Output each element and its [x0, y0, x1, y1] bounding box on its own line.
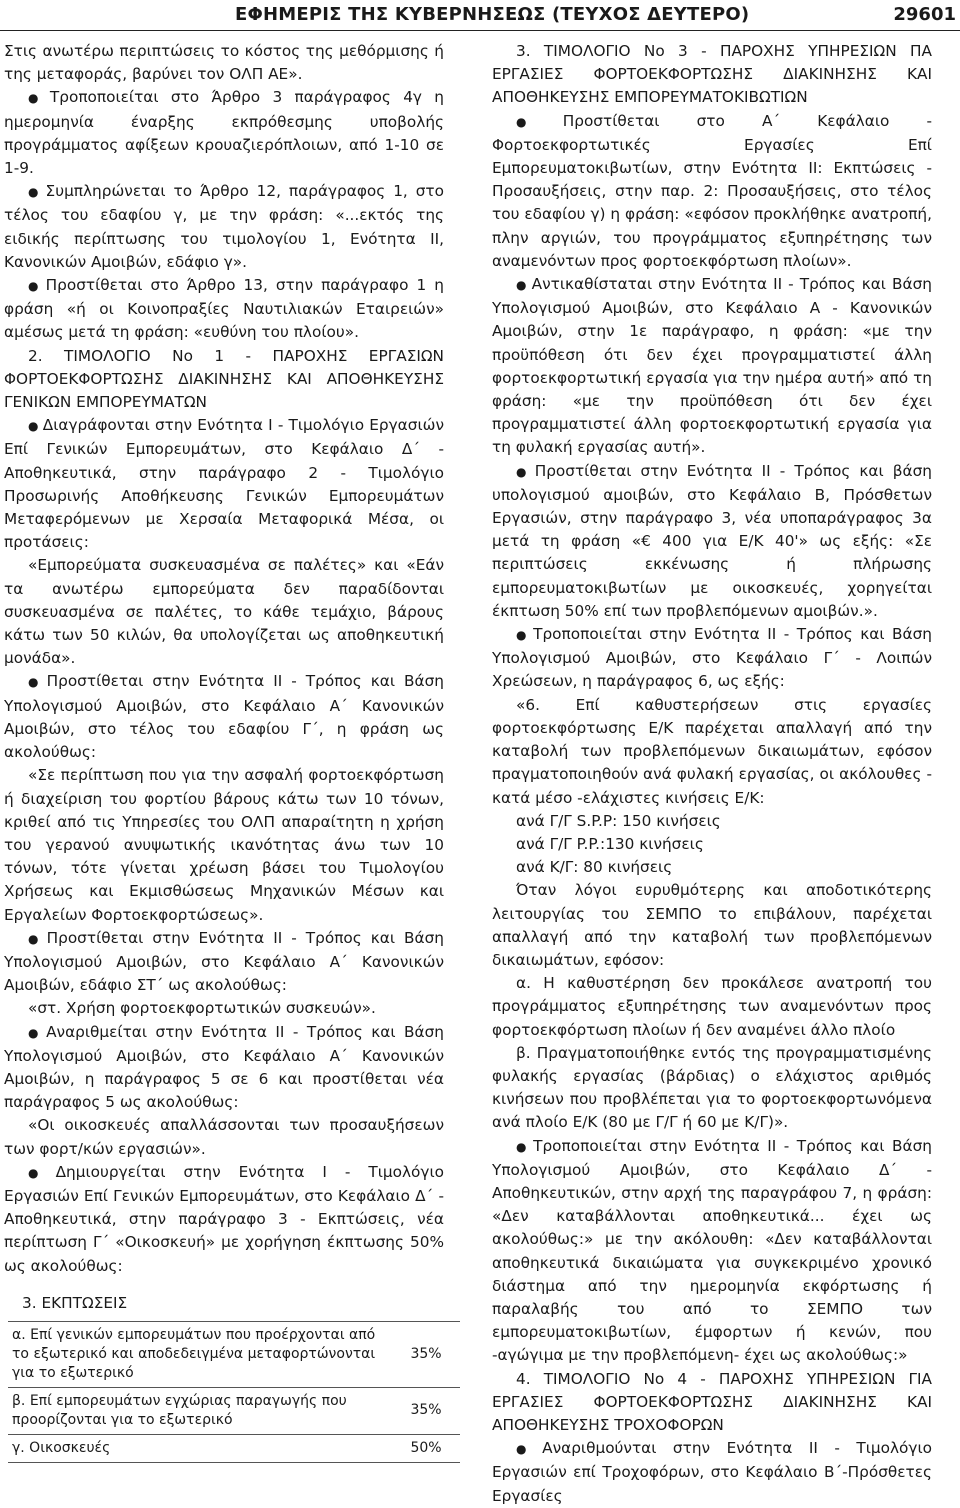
bullet-icon: ● — [516, 628, 530, 643]
right-column — [492, 40, 932, 1508]
discounts-table — [8, 1321, 460, 1463]
paragraph: Όταν λόγοι ευρυθμότερης και αποδοτικότερης λειτουργίας του ΣΕΜΠΟ το επιβάλουν, παρέχεται απαλλαγή από την καταβολή των προβλεπόμενων δικαιωμάτων, εφόσον: — [492, 881, 932, 969]
paragraph: «6. Επί καθυστερήσεων στις εργασίες φορτοεκφόρτωσης Ε/Κ παρέχεται απαλλαγή από την καταβολή των προβλεπόμενων δικαιωμάτων, εφόσον πραγματοποιηθούν ανά φυλακή εργασίας, οι ακόλουθες - κατά μέσο -ελάχιστες κινήσεις Ε/Κ: — [492, 695, 932, 807]
bullet-paragraph: ● Προστίθεται στην Ενότητα ΙΙ - Τρόπος και βάση υπολογισμού αμοιβών, στο Κεφάλαιο Β, Πρόσθετων Εργασιών, στην παράγραφο 3, νέα υποπαράγραφος 3α μετά τη φράση «€ 400 για Ε/Κ 40'» ως εξής: «Σε περιπτώσεις εκκένωσης ή πλήρωσης εμπορευματοκιβωτίων με οικοσκευές, χορηγείται έκπτωση 50% επί των προβλεπόμενων αμοιβών.». — [492, 461, 932, 620]
paragraph: «Σε περίπτωση που για την ασφαλή φορτοεκφόρτωση ή διαχείριση του φορτίου βάρους κάτω των 10 τόνων, κριθεί από τις Υπηρεσίες του ΟΛΠ απαραίτητη η χρήση του γερανού ανυψωτικής ικανότητας άνω των 10 τόνων, τότε γίνεται χρέωση βάσει του Τιμολογίου Χρήσεως και Εκμισθώσεως Μηχανικών Μέσων και Εργαλείων Φορτοεκφορτώσεως». — [4, 766, 444, 924]
discount-label: γ. Οικοσκευές — [8, 1434, 392, 1462]
gazette-title: ΕΦΗΜΕΡΙΣ ΤΗΣ ΚΥΒΕΡΝΗΣΕΩΣ (ΤΕΥΧΟΣ ΔΕΥΤΕΡΟ) — [235, 4, 750, 25]
paragraph: «Εμπορεύματα συσκευασμένα σε παλέτες» και «Εάν τα ανωτέρω εμπορεύματα δεν παραδίδονται συσκευασμένα σε παλέτες, το κάθε τεμάχιο, βάρους κάτω των 50 κιλών, θα υπολογίζεται ως αποθηκευτική μονάδα». — [4, 556, 444, 668]
bullet-icon: ● — [28, 279, 42, 294]
table-row — [8, 1387, 460, 1434]
bullet-icon: ● — [516, 1139, 530, 1154]
discounts-title: 3. ΕΚΠΤΩΣΕΙΣ — [22, 1293, 128, 1312]
discount-percent: 35% — [392, 1321, 460, 1387]
bullet-paragraph: ● Προστίθεται στο Άρθρο 13, στην παράγραφο 1 η φράση «ή οι Κοινοπραξίες Ναυτιλιακών Εταιρειών» αμέσως μετά τη φράση: «ευθύνη του πλοίου». — [4, 276, 444, 342]
bullet-icon: ● — [516, 464, 531, 479]
list-item: ανά Κ/Γ: 80 κινήσεις — [516, 858, 673, 877]
page-header — [0, 0, 960, 31]
discount-percent: 35% — [392, 1387, 460, 1434]
bullet-paragraph: ● Προστίθεται στο Α΄ Κεφάλαιο - Φορτοεκφορτωτικές Εργασίες Επί Εμπορευματοκιβωτίων, στην Ενότητα ΙΙ: Εκπτώσεις - Προσαυξήσεις, στην παρ. 2: Προσαυξήσεις, στο τέλος του εδαφίου γ) η φράση: «εφόσον προκλήθηκε ανατροπή, πλην αργιών, του προγράμματος εξυπηρέτησης των αναμενόντων προς φορτοεκφόρτωση πλοίων». — [492, 111, 932, 270]
bullet-paragraph: ● Διαγράφονται στην Ενότητα Ι - Τιμολόγιο Εργασιών Επί Γενικών Εμπορευμάτων, στο Κεφάλαιο Δ΄ - Αποθηκευτικά, στην παράγραφο 2 - Τιμολόγιο Προσωρινής Αποθήκευσης Γενικών Εμπορευμάτων Μεταφερόμενων με Χερσαία Μεταφορικά Μέσα, οι προτάσεις: — [4, 416, 444, 552]
bullet-paragraph: ● Αναριθμούνται στην Ενότητα ΙΙ - Τιμολόγιο Εργασιών επί Τροχοφόρων, στο Κεφάλαιο Β΄-Πρόσθετες Εργασίες — [492, 1439, 932, 1505]
bullet-icon: ● — [516, 278, 528, 293]
bullet-paragraph: ● Προστίθεται στην Ενότητα ΙΙ - Τρόπος και Βάση Υπολογισμού Αμοιβών, στο Κεφάλαιο Α΄ Κανονικών Αμοιβών, εδάφιο ΣΤ΄ ως ακολούθως: — [4, 928, 444, 995]
bullet-paragraph: ● Προστίθεται στην Ενότητα ΙΙ - Τρόπος και Βάση Υπολογισμού Αμοιβών, στο Κεφάλαιο Α΄ Κανονικών Αμοιβών, στο τέλος του εδαφίου Γ΄, η φράση ως ακολούθως: — [4, 672, 444, 762]
bullet-paragraph: ● Δημιουργείται στην Ενότητα Ι - Τιμολόγιο Εργασιών Επί Γενικών Εμπορευμάτων, στο Κεφάλαιο Δ΄ - Αποθηκευτικά, στην παράγραφο 3 - Εκπτώσεις, νέα περίπτωση Γ΄ «Οικοσκευή» με χορήγηση έκπτωσης 50% ως ακολούθως: — [4, 1162, 444, 1275]
table-row — [8, 1321, 460, 1387]
bullet-paragraph: ● Συμπληρώνεται το Άρθρο 12, παράγραφος 1, στο τέλος του εδαφίου γ, με την φράση: «...εκτός της ειδικής περίπτωσης του τιμολογίου 1, Ενότητα ΙΙ, Κανονικών Αμοιβών, εδάφιο γ». — [4, 182, 444, 271]
bullet-icon: ● — [28, 419, 39, 434]
table-row — [8, 1434, 460, 1462]
bullet-paragraph: ● Τροποποιείται στην Ενότητα ΙΙ - Τρόπος και Βάση Υπολογισμού Αμοιβών, στο Κεφάλαιο Γ΄ - Λοιπών Χρεώσεων, η παράγραφος 6, ως εξής: — [492, 625, 932, 691]
page-number: 29601 — [893, 4, 956, 25]
bullet-icon: ● — [516, 1442, 539, 1457]
bullet-icon: ● — [28, 1025, 43, 1040]
left-column — [4, 40, 444, 1463]
list-item: ανά Γ/Γ S.P.P: 150 κινήσεις — [516, 811, 721, 830]
paragraph: Στις ανωτέρω περιπτώσεις το κόστος της μεθόρμισης ή της μεταφοράς, βαρύνει τον ΟΛΠ ΑΕ». — [4, 42, 444, 84]
paragraph: β. Πραγματοποιήθηκε εντός της προγραμματισμένης φυλακής εργασίας (βάρδιας) ο ελάχιστος αριθμός κινήσεων που προβλέπεται για το φορτοεκφορτωνόμενα ανά πλοίο Ε/Κ (80 με Γ/Γ ή 60 με Κ/Γ)». — [492, 1043, 932, 1132]
section-heading: 4. ΤΙΜΟΛΟΓΙΟ Νο 4 - ΠΑΡΟΧΗΣ ΥΠΗΡΕΣΙΩΝ ΓΙΑ ΕΡΓΑΣΙΕΣ ΦΟΡΤΟΕΚΦΟΡΤΩΣΗΣ ΔΙΑΚΙΝΗΣΗΣ ΚΑΙ ΑΠΟΘΗΚΕΥΣΗΣ ΤΡΟΧΟΦΟΡΩΝ — [492, 1369, 932, 1434]
paragraph: «Οι οικοσκευές απαλλάσσονται των προσαυξήσεων των φορτ/κών εργασιών». — [4, 1116, 444, 1158]
bullet-paragraph: ● Αναριθμείται στην Ενότητα ΙΙ - Τρόπος και Βάση Υπολογισμού Αμοιβών, στο Κεφάλαιο Α΄ Κανονικών Αμοιβών, η παράγραφος 5 σε 6 και προστίθεται νέα παράγραφος 5 ως ακολούθως: — [4, 1022, 444, 1112]
bullet-icon: ● — [28, 1165, 52, 1180]
discount-label: α. Επί γενικών εμπορευμάτων που προέρχονται από το εξωτερικό και αποδεδειγμένα μεταφορτώνονται για το εξωτερικό — [8, 1321, 392, 1387]
bullet-paragraph: ● Αντικαθίσταται στην Ενότητα ΙΙ - Τρόπος και Βάση Υπολογισμού Αμοιβών, στο Κεφάλαιο Α - Κανονικών Αμοιβών, στην 1ε παράγραφο, η φράση: «με την προϋπόθεση ότι δεν έχει προγραμματιστεί άλλη φορτοεκφορτωτική εργασία για την ημέρα αυτή» από τη φράση: «με την προϋπόθεση ότι δεν έχει προγραμματιστεί άλλη φορτοεκφορτωτική εργασία για τη φυλακή εργασίας αυτή». — [492, 275, 932, 457]
discount-percent: 50% — [392, 1434, 460, 1462]
paragraph: «στ. Χρήση φορτοεκφορτωτικών συσκευών». — [28, 999, 376, 1018]
bullet-icon: ● — [28, 185, 42, 200]
bullet-icon: ● — [28, 675, 43, 690]
paragraph: α. Η καθυστέρηση δεν προκάλεσε ανατροπή του προγράμματος εξυπηρέτησης των αναμενόντων προς φορτοεκφόρτωση πλοίων ή δεν αναμένει άλλο πλοίο — [492, 974, 932, 1039]
section-heading: 3. ΤΙΜΟΛΟΓΙΟ Νο 3 - ΠΑΡΟΧΗΣ ΥΠΗΡΕΣΙΩΝ ΠΑ ΕΡΓΑΣΙΕΣ ΦΟΡΤΟΕΚΦΟΡΤΩΣΗΣ ΔΙΑΚΙΝΗΣΗΣ ΚΑΙ ΑΠΟΘΗΚΕΥΣΗΣ ΕΜΠΟΡΕΥΜΑΤΟΚΙΒΩΤΙΩΝ — [492, 42, 932, 107]
list-item: ανά Γ/Γ P.P.:130 κινήσεις — [516, 834, 704, 853]
bullet-icon: ● — [28, 931, 43, 946]
bullet-paragraph: ● Τροποποιείται στο Άρθρο 3 παράγραφος 4γ η ημερομηνία έναρξης εκπρόθεσμης υποβολής προγράμματος αφίξεων κρουαζιερόπλοιων, από 1-10 σε 1-9. — [4, 88, 444, 178]
bullet-paragraph: ● Τροποποιείται στην Ενότητα ΙΙ - Τρόπος και Βάση Υπολογισμού Αμοιβών, στο Κεφάλαιο Δ΄ - Αποθηκευτικών, στην αρχή της παραγράφου 7, η φράση: «Δεν καταβάλλονται αποθηκευτικά... έχει ως ακολούθως:» με την ακόλουθη: «Δεν καταβάλλονται αποθηκευτικά δικαιώματα για συγκεκριμένο χρονικό διάστημα από την ημερομηνία εκφόρτωσης ή παραλαβής του από το ΣΕΜΠΟ των εμπορευματοκιβωτίων, έμφορτων ή κενών, που -αγώγιμα με την προβλεπόμενη- έχει ως ακολούθως:» — [492, 1136, 932, 1365]
bullet-icon: ● — [28, 91, 46, 106]
bullet-icon: ● — [516, 114, 559, 129]
section-heading: 2. ΤΙΜΟΛΟΓΙΟ Νο 1 - ΠΑΡΟΧΗΣ ΕΡΓΑΣΙΩΝ ΦΟΡΤΟΕΚΦΟΡΤΩΣΗΣ ΔΙΑΚΙΝΗΣΗΣ ΚΑΙ ΑΠΟΘΗΚΕΥΣΗΣ ΓΕΝΙΚΩΝ ΕΜΠΟΡΕΥΜΑΤΩΝ — [4, 346, 444, 412]
discount-label: β. Επί εμπορευμάτων εγχώριας παραγωγής που προορίζονται για το εξωτερικό — [8, 1387, 392, 1434]
